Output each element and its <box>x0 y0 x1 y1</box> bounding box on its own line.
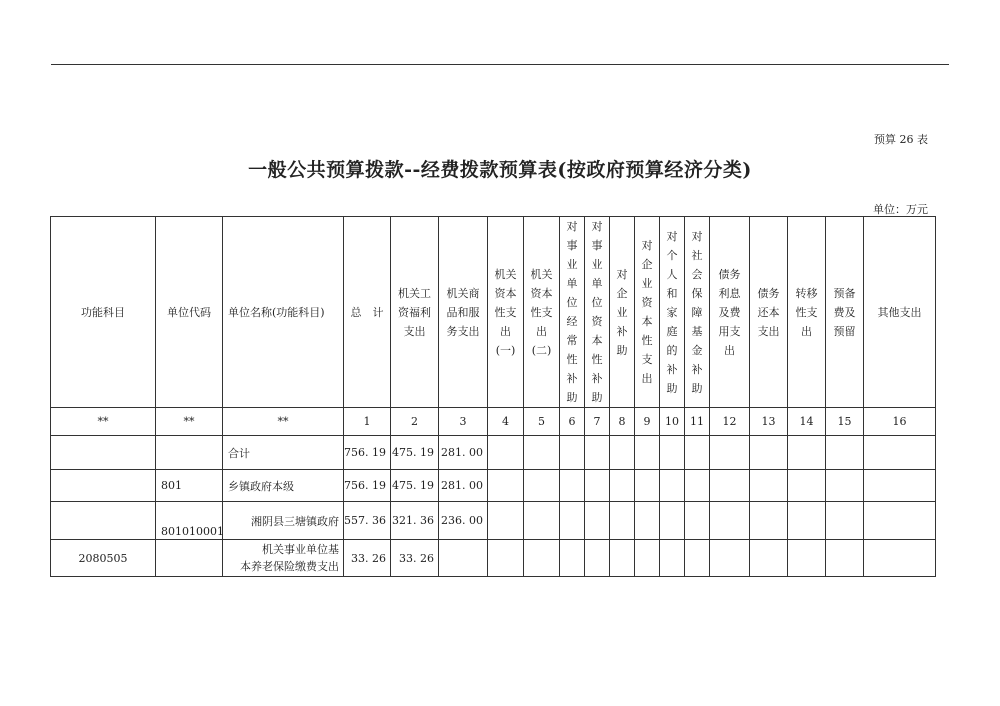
empty-cell <box>635 540 660 577</box>
empty-cell <box>524 436 560 470</box>
empty-cell <box>685 502 710 540</box>
index-cell: ** <box>156 408 223 436</box>
index-cell: 16 <box>864 408 936 436</box>
col-header: 功能科目 <box>51 217 156 408</box>
col-header: 对个人和家庭的补助 <box>660 217 685 408</box>
empty-cell <box>635 436 660 470</box>
empty-cell <box>660 436 685 470</box>
index-cell: 14 <box>788 408 826 436</box>
empty-cell <box>826 470 864 502</box>
col-header: 机关资本性支出(一) <box>488 217 524 408</box>
form-number: 预算 26 表 <box>874 133 928 146</box>
empty-cell <box>660 540 685 577</box>
col-header: 债务还本支出 <box>750 217 788 408</box>
goods-services-cell: 281. 00 <box>439 470 488 502</box>
unit-name-line1: 机关事业单位基 <box>262 543 339 556</box>
empty-cell <box>524 502 560 540</box>
table-row <box>51 540 936 577</box>
unit-label: 单位：万元 <box>873 203 928 216</box>
total-cell: 33. 26 <box>344 540 391 577</box>
empty-cell <box>826 436 864 470</box>
index-cell: 8 <box>610 408 635 436</box>
empty-cell <box>788 436 826 470</box>
index-cell: 9 <box>635 408 660 436</box>
index-cell: 11 <box>685 408 710 436</box>
index-cell: 3 <box>439 408 488 436</box>
empty-cell <box>610 436 635 470</box>
empty-cell <box>660 502 685 540</box>
index-cell: 1 <box>344 408 391 436</box>
col-header: 单位代码 <box>156 217 223 408</box>
top-rule <box>51 64 949 65</box>
unit-code-cell: 801 <box>156 470 223 502</box>
empty-cell <box>660 470 685 502</box>
empty-cell <box>524 470 560 502</box>
salary-cell: 475. 19 <box>391 470 439 502</box>
col-header: 对企业补助 <box>610 217 635 408</box>
col-header: 其他支出 <box>864 217 936 408</box>
empty-cell <box>710 436 750 470</box>
empty-cell <box>635 470 660 502</box>
empty-cell <box>788 540 826 577</box>
empty-cell <box>710 502 750 540</box>
goods-services-cell: 236. 00 <box>439 502 488 540</box>
index-cell: 6 <box>560 408 585 436</box>
unit-code-cell: 801010001 <box>156 502 223 540</box>
empty-cell <box>710 540 750 577</box>
unit-name-cell <box>223 540 344 577</box>
index-cell: 12 <box>710 408 750 436</box>
empty-cell <box>488 540 524 577</box>
empty-cell <box>750 502 788 540</box>
page-title: 一般公共预算拨款--经费拨款预算表(按政府预算经济分类) <box>248 159 752 181</box>
func-code-cell: 2080505 <box>51 540 156 577</box>
col-header: 对事业单位资本性补助 <box>585 217 610 408</box>
empty-cell <box>826 502 864 540</box>
col-header: 转移性支出 <box>788 217 826 408</box>
col-header: 债务利息及费用支出 <box>710 217 750 408</box>
col-header: 总 计 <box>344 217 391 408</box>
empty-cell <box>788 502 826 540</box>
header-row <box>51 217 936 408</box>
index-cell: 2 <box>391 408 439 436</box>
empty-cell <box>750 540 788 577</box>
empty-cell <box>788 470 826 502</box>
index-cell: 10 <box>660 408 685 436</box>
salary-cell: 475. 19 <box>391 436 439 470</box>
col-header: 预备费及预留 <box>826 217 864 408</box>
empty-cell <box>864 470 936 502</box>
func-code-cell <box>51 502 156 540</box>
col-header: 机关工资福利支出 <box>391 217 439 408</box>
empty-cell <box>560 540 585 577</box>
empty-cell <box>710 470 750 502</box>
empty-cell <box>864 540 936 577</box>
col-header: 机关资本性支出(二) <box>524 217 560 408</box>
col-header: 对企业资本性支出 <box>635 217 660 408</box>
empty-cell <box>826 540 864 577</box>
empty-cell <box>685 540 710 577</box>
unit-name-cell: 湘阴县三塘镇政府 <box>223 502 344 540</box>
unit-name-line2: 本养老保险缴费支出 <box>240 560 339 573</box>
func-code-cell <box>51 436 156 470</box>
col-header: 对社会保障基金补助 <box>685 217 710 408</box>
unit-name-cell: 合计 <box>223 436 344 470</box>
empty-cell <box>560 502 585 540</box>
empty-cell <box>585 470 610 502</box>
empty-cell <box>750 436 788 470</box>
unit-code-cell <box>156 540 223 577</box>
func-code-cell <box>51 470 156 502</box>
empty-cell <box>685 470 710 502</box>
empty-cell <box>585 436 610 470</box>
empty-cell <box>560 436 585 470</box>
table-row <box>51 470 936 502</box>
empty-cell <box>585 540 610 577</box>
index-cell: 4 <box>488 408 524 436</box>
goods-services-cell <box>439 540 488 577</box>
index-cell: 5 <box>524 408 560 436</box>
empty-cell <box>524 540 560 577</box>
index-cell: 7 <box>585 408 610 436</box>
index-cell: 13 <box>750 408 788 436</box>
col-header: 机关商品和服务支出 <box>439 217 488 408</box>
total-cell: 756. 19 <box>344 470 391 502</box>
index-cell: ** <box>51 408 156 436</box>
table-row <box>51 436 936 470</box>
budget-table <box>50 216 936 577</box>
empty-cell <box>610 540 635 577</box>
total-cell: 756. 19 <box>344 436 391 470</box>
salary-cell: 321. 36 <box>391 502 439 540</box>
empty-cell <box>488 502 524 540</box>
empty-cell <box>750 470 788 502</box>
empty-cell <box>560 470 585 502</box>
unit-name-cell: 乡镇政府本级 <box>223 470 344 502</box>
table-row <box>51 502 936 540</box>
col-header: 对事业单位经常性补助 <box>560 217 585 408</box>
index-cell: ** <box>223 408 344 436</box>
index-row <box>51 408 936 436</box>
index-cell: 15 <box>826 408 864 436</box>
empty-cell <box>864 502 936 540</box>
total-cell: 557. 36 <box>344 502 391 540</box>
empty-cell <box>685 436 710 470</box>
empty-cell <box>488 436 524 470</box>
empty-cell <box>864 436 936 470</box>
col-header: 单位名称(功能科目) <box>223 217 344 408</box>
empty-cell <box>610 470 635 502</box>
unit-code-cell <box>156 436 223 470</box>
empty-cell <box>488 470 524 502</box>
empty-cell <box>635 502 660 540</box>
salary-cell: 33. 26 <box>391 540 439 577</box>
empty-cell <box>585 502 610 540</box>
goods-services-cell: 281. 00 <box>439 436 488 470</box>
empty-cell <box>610 502 635 540</box>
